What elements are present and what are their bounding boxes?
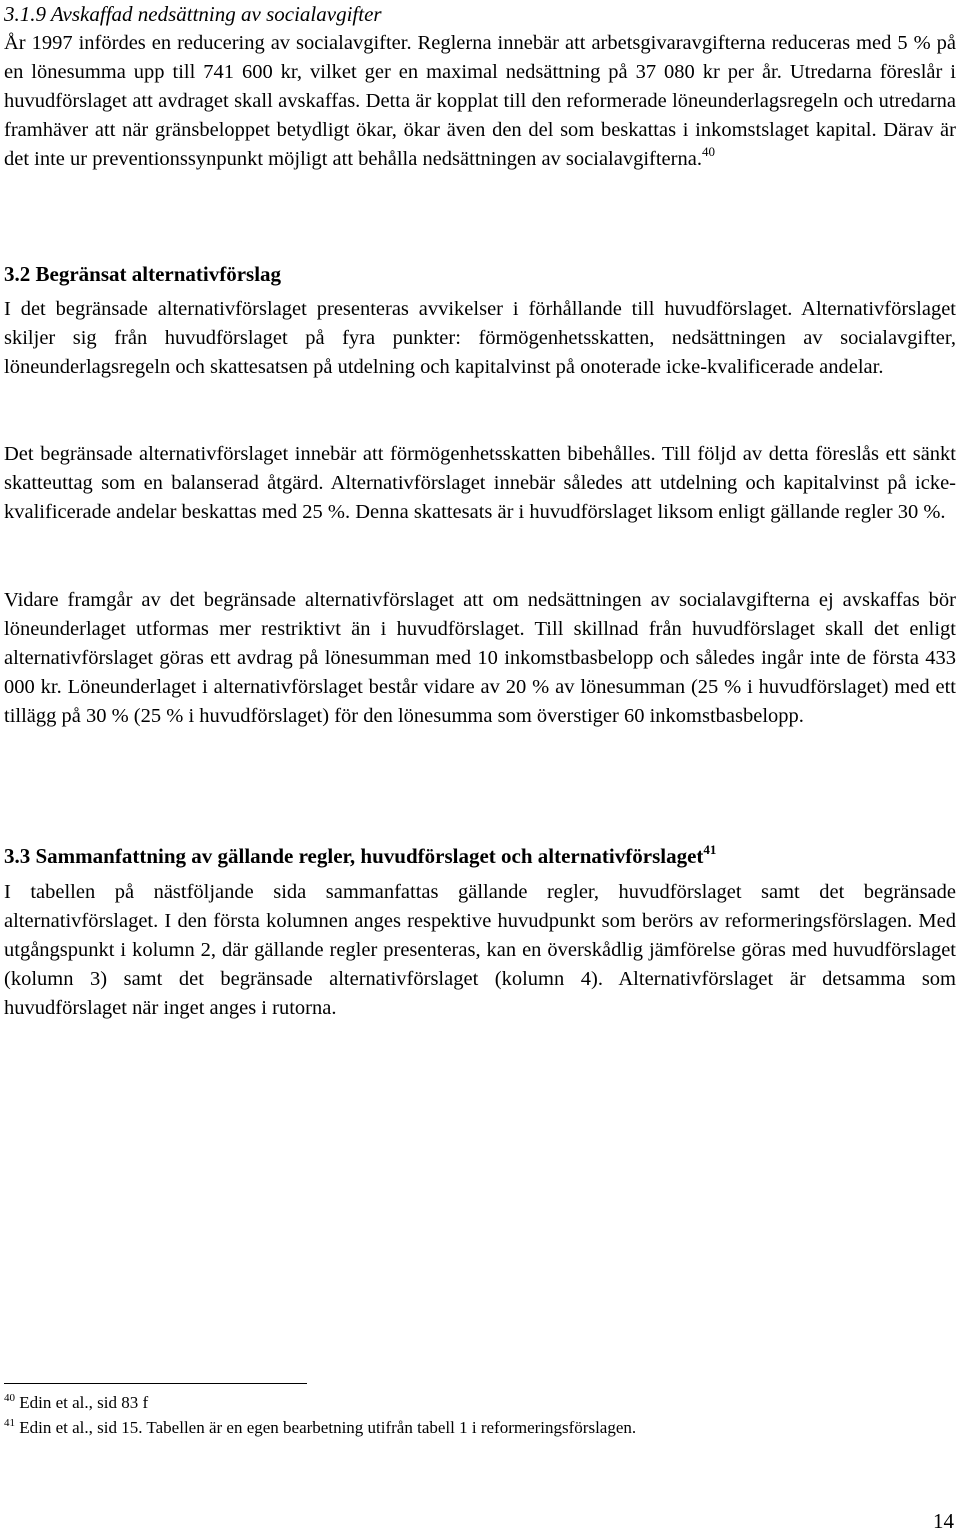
paragraph-text: I det begränsade alternativförslaget presenteras avvikelser i förhållande till huvudförslaget. Alternativförslaget skiljer sig från huvudförslaget på fyra punkter: förmögenhetsskatten, nedsättningen av socialavgifter, löneunderlagsregeln och skattesatsen på utdelning och kapitalvinst på onoterade icke-kvalificerade andelar.	[4, 298, 956, 378]
section-heading-3-2: 3.2 Begränsat alternativförslag	[4, 262, 282, 286]
paragraph-social-fees	[4, 29, 956, 174]
footnote-text: Edin et al., sid 15. Tabellen är en egen bearbetning utifrån tabell 1 i reformeringsförslagen.	[19, 1418, 637, 1437]
footnote-number: 41	[4, 1417, 15, 1429]
section-heading-3-1-9: 3.1.9 Avskaffad nedsättning av socialavgifter	[4, 2, 382, 26]
paragraph-wealth-tax	[4, 440, 956, 527]
paragraph-alt-intro	[4, 295, 956, 382]
paragraph-text: I tabellen på nästföljande sida sammanfattas gällande regler, huvudförslaget samt det begränsade alternativförslaget. I den första kolumnen anges respektive huvudpunkt som berörs av reformeringsförslagen. Med utgångspunkt i kolumn 2, där gällande regler presenteras, kan en överskådlig jämförelse göras med huvudförslaget (kolumn 3) samt det begränsade alternativförslaget (kolumn 4). Alternativförslaget är detsamma som huvudförslaget när inget anges i rutorna.	[4, 881, 956, 1019]
paragraph-text: År 1997 infördes en reducering av socialavgifter. Reglerna innebär att arbetsgivaravgifterna reduceras med 5 % på en lönesumma upp till 741 600 kr, vilket ger en maximal nedsättning på 37 080 kr per år. Utredarna föreslår i huvudförslaget att avdraget skall avskaffas. Detta är kopplat till den reformerade löneunderlagsregeln och utredarna framhäver att när gränsbeloppet betydligt ökar, ökar även den del som beskattas i inkomstslaget kapital. Därav är det inte ur preventionssynpunkt möjligt att behålla nedsättningen av socialavgifterna.	[4, 32, 956, 170]
paragraph-payroll-basis	[4, 586, 956, 731]
section-heading-3-3	[4, 842, 716, 871]
footnote-number: 40	[4, 1392, 15, 1404]
footnote-41	[4, 1417, 636, 1439]
footnote-40	[4, 1392, 148, 1414]
footnote-ref-41[interactable]: 41	[703, 842, 717, 857]
heading-text: 3.3 Sammanfattning av gällande regler, huvudförslaget och alternativförslaget	[4, 844, 704, 868]
footnote-ref-40[interactable]: 40	[701, 144, 715, 159]
paragraph-text: Vidare framgår av det begränsade alternativförslaget att om nedsättningen av socialavgifterna ej avskaffas bör löneunderlaget utformas mer restriktivt än i huvudförslaget. Till skillnad från huvudförslaget skall det enligt alternativförslaget göras ett avdrag på lönesumman med 10 inkomstbasbelopp och således ingår inte de första 433 000 kr. Löneunderlaget i alternativförslaget består vidare av 20 % av lönesumman (25 % i huvudförslaget) med ett tillägg på 30 % (25 % i huvudförslaget) för den lönesumma som överstiger 60 inkomstbasbelopp.	[4, 589, 956, 727]
footnote-text: Edin et al., sid 83 f	[19, 1393, 149, 1412]
page-number: 14	[933, 1509, 954, 1533]
paragraph-summary	[4, 878, 956, 1023]
paragraph-text: Det begränsade alternativförslaget innebär att förmögenhetsskatten bibehålles. Till följd av detta föreslås ett sänkt skatteuttag som en balanserad åtgärd. Alternativförslaget innebär således att utdelning och kapitalvinst på icke-kvalificerade andelar beskattas med 25 %. Denna skattesats är i huvudförslaget liksom enligt gällande regler 30 %.	[4, 443, 956, 523]
footnote-separator	[4, 1383, 307, 1384]
